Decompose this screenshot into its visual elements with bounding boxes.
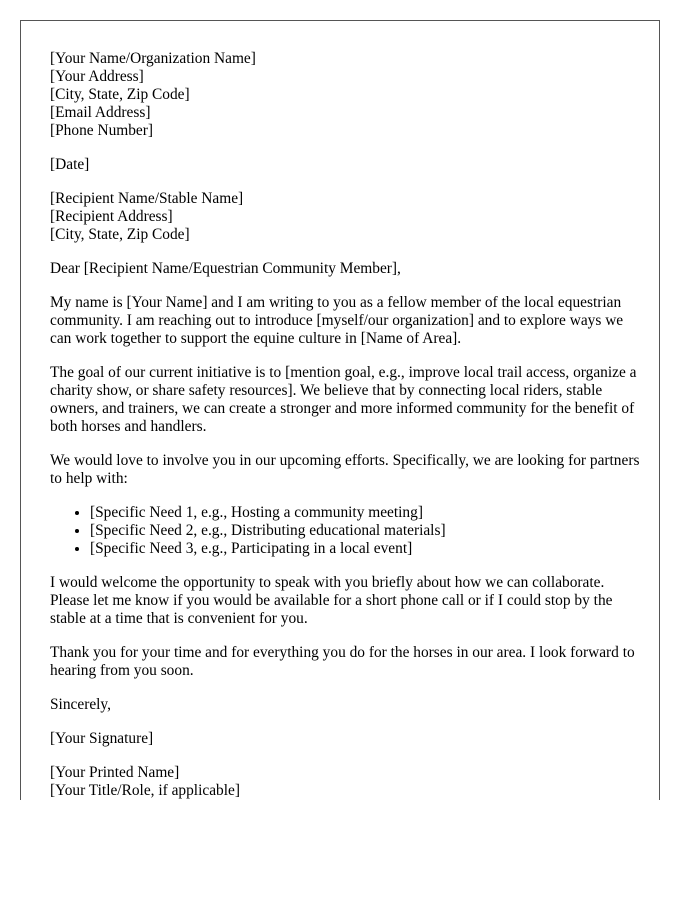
printed-name: [Your Printed Name]: [50, 764, 180, 781]
recipient-address: [Recipient Address]: [50, 208, 173, 225]
title-role: [Your Title/Role, if applicable]: [50, 782, 240, 799]
sender-address: [Your Address]: [50, 68, 144, 85]
sender-email: [Email Address]: [50, 104, 151, 121]
date-block: [50, 156, 642, 174]
letter-page: [20, 20, 660, 800]
paragraph-goal: The goal of our current initiative is to [mention goal, e.g., improve local trail access, organize a charity show, or share safety resources]. We believe that by connecting local riders, stable owners, and trainers, we can create a stronger and more informed community for the benefit of both horses and handlers.: [50, 364, 637, 435]
sender-block: [50, 50, 642, 140]
letter-date: [Date]: [50, 156, 90, 173]
salutation: Dear [Recipient Name/Equestrian Community Member],: [50, 260, 401, 277]
list-item: • [Specific Need 3, e.g., Participating in a local event]: [90, 540, 642, 558]
signature-placeholder: [Your Signature]: [50, 730, 154, 747]
list-item: • [Specific Need 2, e.g., Distributing educational materials]: [90, 522, 642, 540]
recipient-city-state-zip: [City, State, Zip Code]: [50, 226, 190, 243]
paragraph-thanks: Thank you for your time and for everything you do for the horses in our area. I look forward to hearing from you soon.: [50, 644, 635, 679]
sender-name: [Your Name/Organization Name]: [50, 50, 256, 67]
signoff-block: [50, 764, 642, 800]
recipient-block: [50, 190, 642, 244]
paragraph-intro: My name is [Your Name] and I am writing to you as a fellow member of the local equestrian community. I am reaching out to introduce [myself/our organization] and to explore ways we can work together to support the equine culture in [Name of Area].: [50, 294, 624, 347]
paragraph-collaborate: I would welcome the opportunity to speak with you briefly about how we can collaborate. Please let me know if you would be available for a short phone call or if I could stop by the stable at a time that is convenient for you.: [50, 574, 613, 627]
recipient-name: [Recipient Name/Stable Name]: [50, 190, 244, 207]
sender-city-state-zip: [City, State, Zip Code]: [50, 86, 190, 103]
list-item: • [Specific Need 1, e.g., Hosting a community meeting]: [90, 504, 642, 522]
paragraph-involve: We would love to involve you in our upcoming efforts. Specifically, we are looking for partners to help with:: [50, 452, 640, 487]
letter-body: [50, 50, 642, 800]
closing: Sincerely,: [50, 696, 111, 713]
needs-list: [50, 504, 642, 558]
sender-phone: [Phone Number]: [50, 122, 154, 139]
